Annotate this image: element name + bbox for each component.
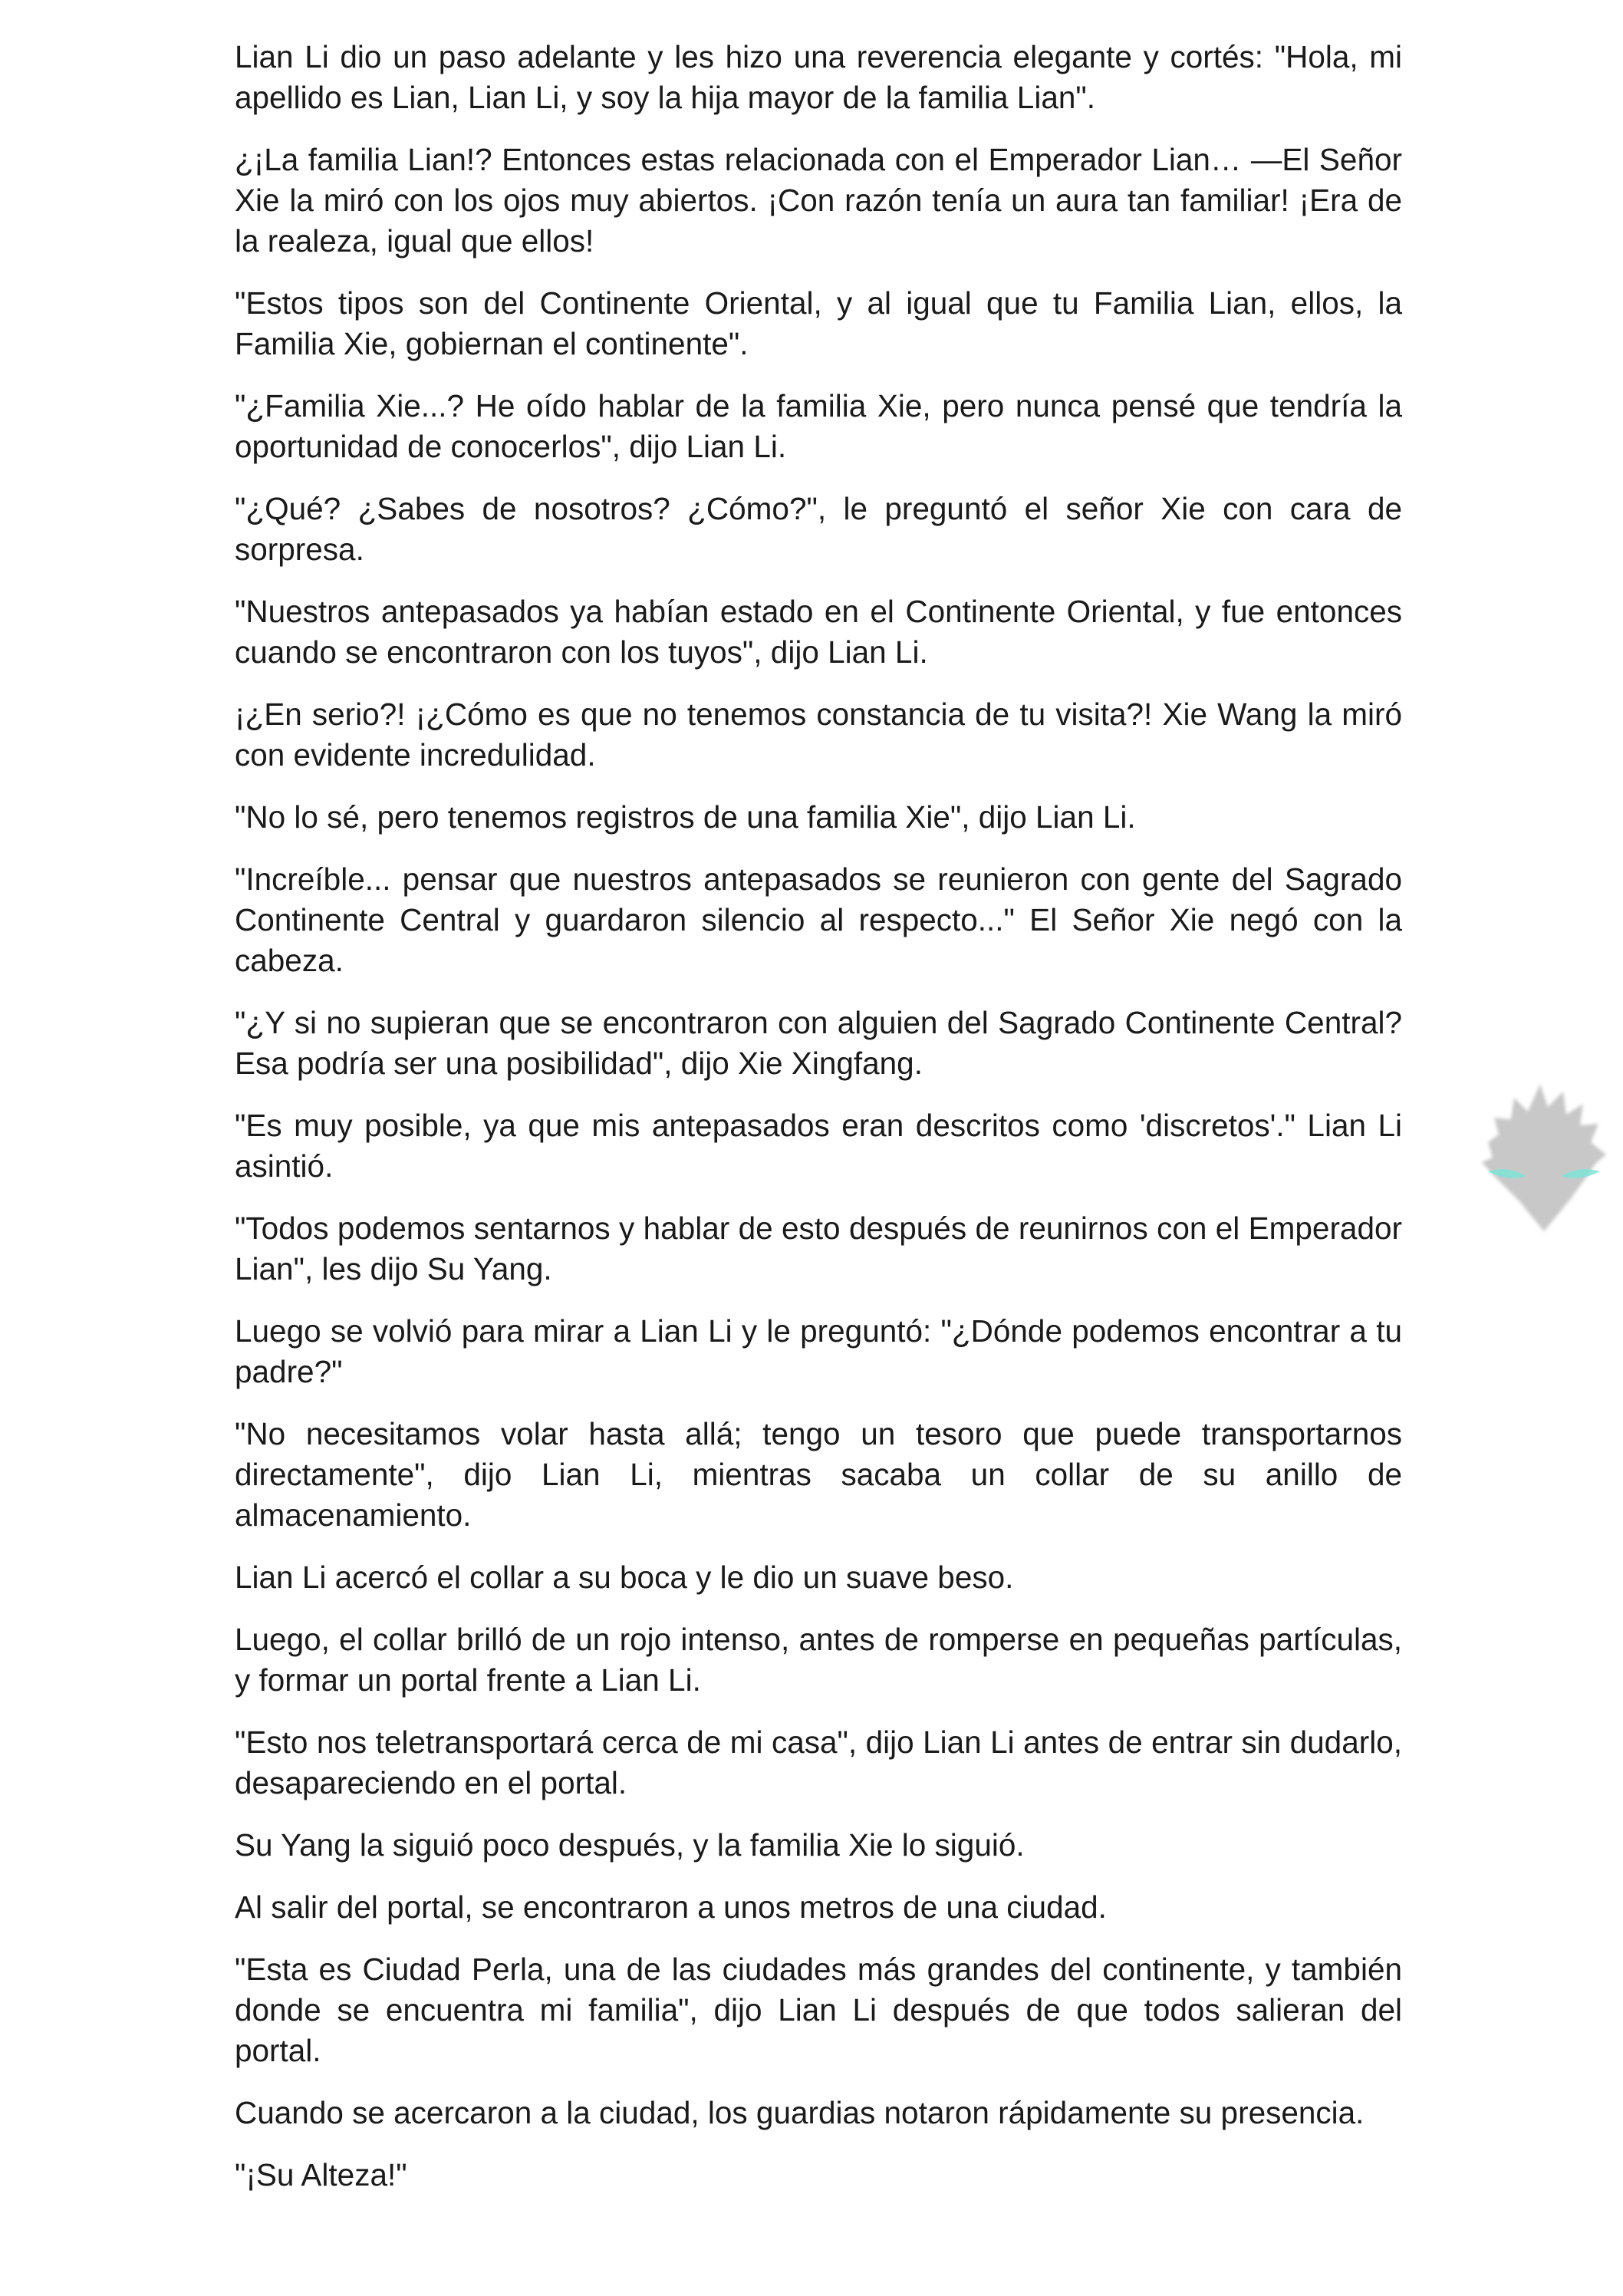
paragraph: Lian Li acercó el collar a su boca y le dio un suave beso. bbox=[235, 1560, 1014, 1595]
paragraph: "Increíble... pensar que nuestros antepasados se reunieron con gente del Sagrado Continente Central y guardaron silencio al respecto..." El Señor Xie negó con la cabeza. bbox=[235, 861, 1402, 978]
document-body bbox=[235, 37, 1402, 2217]
paragraph: "No necesitamos volar hasta allá; tengo un tesoro que puede transportarnos directamente", dijo Lian Li, mientras sacaba un collar de su anillo de almacenamiento. bbox=[235, 1416, 1402, 1533]
paragraph: Cuando se acercaron a la ciudad, los guardias notaron rápidamente su presencia. bbox=[235, 2095, 1365, 2130]
paragraph: "¿Familia Xie...? He oído hablar de la familia Xie, pero nunca pensé que tendría la oportunidad de conocerlos", dijo Lian Li. bbox=[235, 388, 1402, 464]
paragraph: "Estos tipos son del Continente Oriental, y al igual que tu Familia Lian, ellos, la Familia Xie, gobiernan el continente". bbox=[235, 285, 1402, 361]
paragraph: "¿Qué? ¿Sabes de nosotros? ¿Cómo?", le preguntó el señor Xie con cara de sorpresa. bbox=[235, 491, 1402, 567]
demon-head-logo-icon bbox=[1471, 1078, 1617, 1239]
paragraph: "¿Y si no supieran que se encontraron con alguien del Sagrado Continente Central? Esa podría ser una posibilidad", dijo Xie Xingfang. bbox=[235, 1005, 1402, 1081]
paragraph: ¿¡La familia Lian!? Entonces estas relacionada con el Emperador Lian… —El Señor Xie la miró con los ojos muy abiertos. ¡Con razón tenía un aura tan familiar! ¡Era de la realeza, igual que ellos! bbox=[235, 142, 1402, 259]
paragraph: Al salir del portal, se encontraron a unos metros de una ciudad. bbox=[235, 1889, 1107, 1925]
paragraph: Luego se volvió para mirar a Lian Li y le preguntó: "¿Dónde podemos encontrar a tu padre?" bbox=[235, 1313, 1402, 1389]
paragraph: "Nuestros antepasados ya habían estado en el Continente Oriental, y fue entonces cuando se encontraron con los tuyos", dijo Lian Li. bbox=[235, 594, 1402, 670]
paragraph: ¡¿En serio?! ¡¿Cómo es que no tenemos constancia de tu visita?! Xie Wang la miró con evidente incredulidad. bbox=[235, 697, 1402, 772]
paragraph: Su Yang la siguió poco después, y la familia Xie lo siguió. bbox=[235, 1827, 1025, 1863]
paragraph: "No lo sé, pero tenemos registros de una familia Xie", dijo Lian Li. bbox=[235, 799, 1136, 835]
paragraph: "Es muy posible, ya que mis antepasados eran descritos como 'discretos'." Lian Li asintió. bbox=[235, 1108, 1402, 1184]
paragraph: Lian Li dio un paso adelante y les hizo una reverencia elegante y cortés: "Hola, mi apellido es Lian, Lian Li, y soy la hija mayor de la familia Lian". bbox=[235, 39, 1402, 115]
paragraph: "Esta es Ciudad Perla, una de las ciudades más grandes del continente, y también donde se encuentra mi familia", dijo Lian Li después de que todos salieran del portal. bbox=[235, 1952, 1402, 2068]
paragraph: "Todos podemos sentarnos y hablar de esto después de reunirnos con el Emperador Lian", les dijo Su Yang. bbox=[235, 1211, 1402, 1286]
paragraph: "¡Su Alteza!" bbox=[235, 2157, 407, 2192]
paragraph: Luego, el collar brilló de un rojo intenso, antes de romperse en pequeñas partículas, y formar un portal frente a Lian Li. bbox=[235, 1622, 1402, 1698]
paragraph: "Esto nos teletransportará cerca de mi casa", dijo Lian Li antes de entrar sin dudarlo, desapareciendo en el portal. bbox=[235, 1724, 1402, 1800]
